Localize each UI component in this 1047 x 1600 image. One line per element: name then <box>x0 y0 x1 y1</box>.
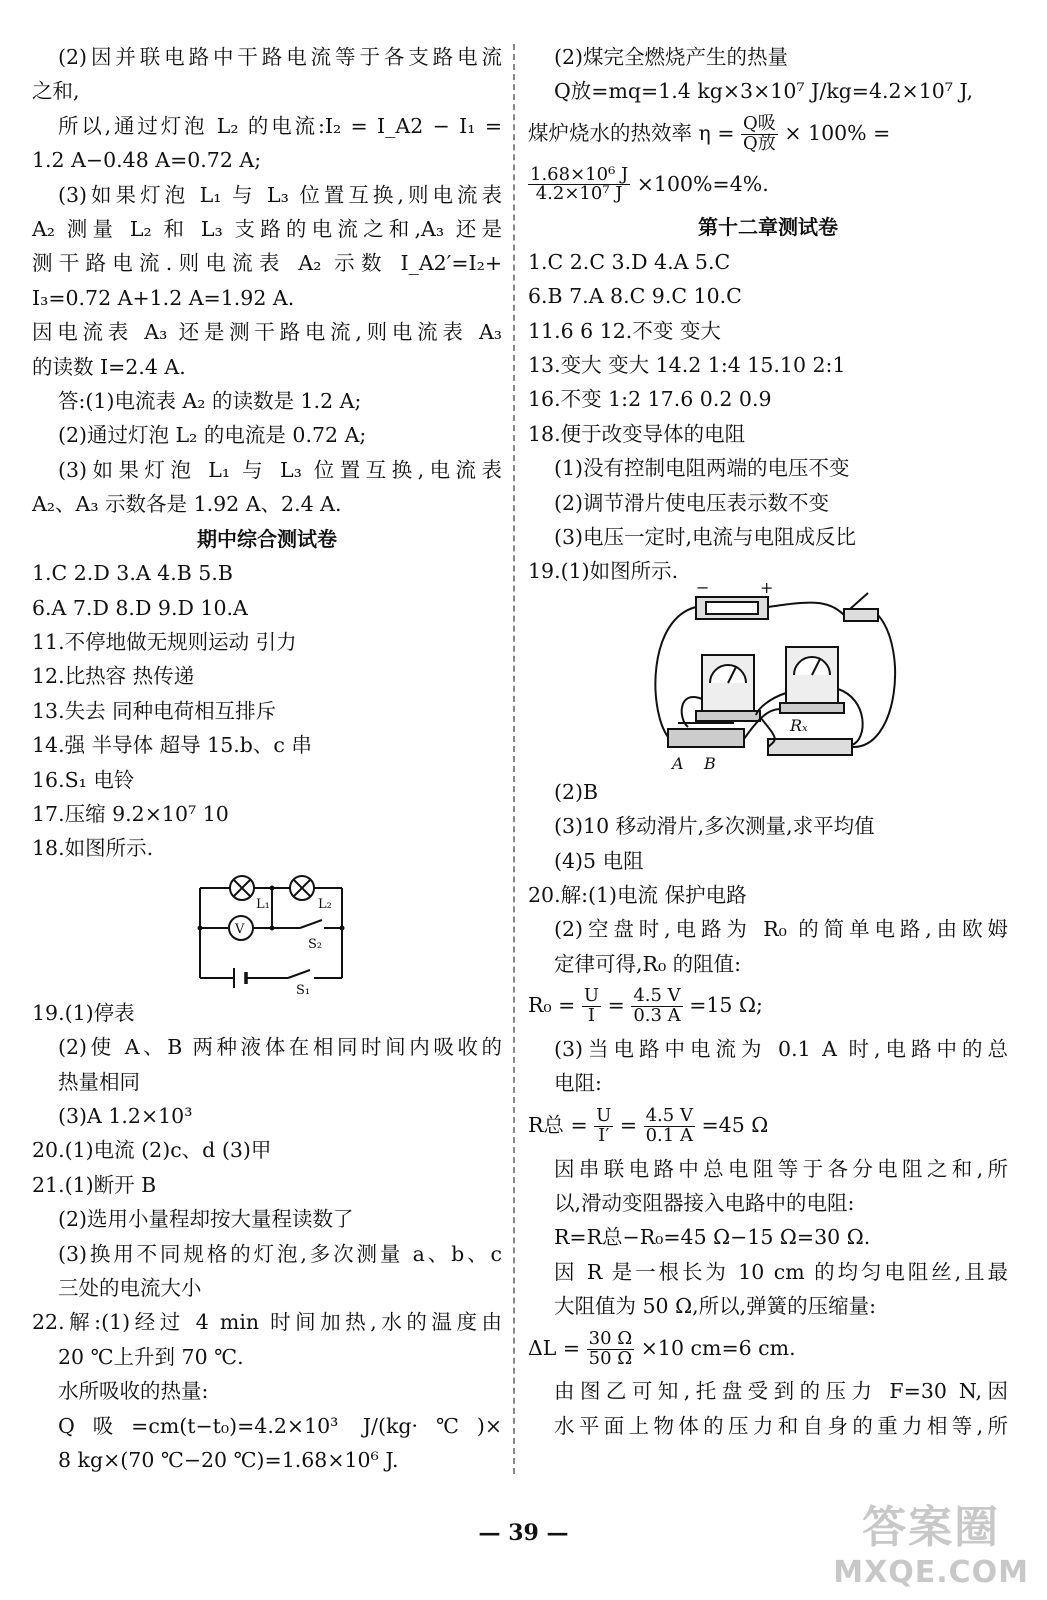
text-line: 大阻值为 50 Ω,所以,弹簧的压缩量: <box>554 1294 877 1319</box>
answer-line: (2)选用小量程却按大量程读数了 <box>58 1207 354 1232</box>
text-line: A₂ 测量 L₂ 和 L₃ 支路的电流之和,A₃ 还是 <box>32 217 502 242</box>
answer-line: 16.不变 1:2 17.6 0.2 0.9 <box>528 387 772 412</box>
fraction <box>587 1327 635 1369</box>
watermark-line1: 答案圈 <box>862 1502 1001 1553</box>
formula-text: ×10 cm=6 cm. <box>640 1335 796 1360</box>
formula-text: 煤炉烧水的热效率 η = <box>528 120 735 145</box>
answer-line: 18.如图所示. <box>32 836 154 861</box>
answer-line: 三处的电流大小 <box>58 1276 202 1300</box>
battery-plus-label: + <box>760 577 774 597</box>
left-column <box>32 40 502 1477</box>
answer-line: (1)没有控制电阻两端的电压不变 <box>554 456 850 481</box>
circuit-photo-19 <box>528 577 1008 775</box>
denominator: I <box>587 1005 596 1027</box>
text-line: 因电流表 A₃ 还是测干路电流,则电流表 A₃ <box>32 320 502 345</box>
page-number: — 39 — <box>478 1520 569 1546</box>
answer-line: 1.C 2.C 3.D 4.A 5.C <box>528 249 731 274</box>
terminal-a-label: A <box>672 753 684 773</box>
lamp-label-l1: L₁ <box>256 896 270 912</box>
text-line: R=R总−R₀=45 Ω−15 Ω=30 Ω. <box>554 1225 871 1250</box>
answer-line: 定律可得,R₀ 的阻值: <box>554 951 742 976</box>
efficiency-formula <box>528 109 1008 160</box>
denominator: Q放 <box>743 132 776 154</box>
text-line: I₃=0.72 A+1.2 A=1.92 A. <box>32 285 295 310</box>
answer-line: (3)A 1.2×10³ <box>58 1103 193 1128</box>
text-line: A₂、A₃ 示数各是 1.92 A、2.4 A. <box>32 492 342 517</box>
answer-line: (3)10 移动滑片,多次测量,求平均值 <box>554 814 875 839</box>
text-line: 1.2 A−0.48 A=0.72 A; <box>32 148 262 173</box>
deltal-formula <box>528 1324 1008 1375</box>
text-line: (3)如果灯泡 L₁ 与 L₃ 位置互换,则电流表 <box>58 182 502 207</box>
numerator: U <box>596 1104 612 1126</box>
formula-text: × 100% = <box>784 120 891 145</box>
answer-line: 13.失去 同种电荷相互排斥 <box>32 698 277 723</box>
switch-label-s1: S₁ <box>296 982 311 998</box>
answer-line: 20.解:(1)电流 保护电路 <box>528 883 747 908</box>
formula-text: ΔL = <box>528 1335 581 1360</box>
denominator: 4.2×10⁷ J <box>535 183 623 205</box>
terminal-b-label: B <box>704 753 716 773</box>
denominator: I′ <box>598 1124 610 1146</box>
fraction <box>644 1104 695 1146</box>
text-line: 以,滑动变阻器接入电路中的电阻: <box>554 1191 855 1216</box>
column-divider <box>513 44 515 1474</box>
voltmeter-label: V <box>235 921 245 937</box>
text-line: 的读数 I=2.4 A. <box>32 354 186 379</box>
answer-line: 8 kg×(70 ℃−20 ℃)=1.68×10⁶ J. <box>58 1448 399 1473</box>
text-line: 之和, <box>32 79 80 104</box>
answer-line: 13.变大 变大 14.2 1:4 15.10 2:1 <box>528 353 846 377</box>
text-line: 水平面上物体的压力和自身的重力相等,所 <box>554 1413 1008 1438</box>
section-heading: 期中综合测试卷 <box>197 526 337 551</box>
answer-line: 21.(1)断开 B <box>32 1172 157 1197</box>
answer-line: 17.压缩 9.2×10⁷ 10 <box>32 801 229 826</box>
fraction <box>594 1104 613 1146</box>
efficiency-result <box>528 160 1008 211</box>
answer-line: 6.A 7.D 8.D 9.D 10.A <box>32 595 248 620</box>
answer-line: (2)使 A、B 两种液体在相同时间内吸收的 <box>58 1035 502 1060</box>
answer-line: 12.比热容 热传递 <box>32 664 195 689</box>
switch-label-s2: S₂ <box>308 936 323 952</box>
text-line: 因 R 是一根长为 10 cm 的均匀电阻丝,且最 <box>554 1259 1008 1284</box>
text-line: 答:(1)电流表 A₂ 的读数是 1.2 A; <box>58 389 362 414</box>
text-line: (2)因并联电路中干路电流等于各支路电流 <box>58 45 502 69</box>
answer-line: 热量相同 <box>58 1069 140 1094</box>
rtotal-formula: R总 = $\frac{U}{I'}$ = $\frac{4.5 V}{0.1 A}$ =45 Ω <box>528 1104 769 1146</box>
answer-line: 22.解:(1)经过 4 min 时间加热,水的温度由 <box>32 1310 502 1335</box>
answer-line: (2)调节滑片使电压表示数不变 <box>554 490 830 515</box>
formula-text: ×100%=4%. <box>636 171 769 196</box>
answer-line: 19.(1)如图所示. <box>528 559 679 584</box>
numerator: 30 Ω <box>588 1327 633 1349</box>
apparatus-drawing-svg <box>528 577 1008 775</box>
answer-line: 6.B 7.A 8.C 9.C 10.C <box>528 284 742 309</box>
text-line: (3)如果灯泡 L₁ 与 L₃ 位置互换,电流表 <box>58 457 502 482</box>
text-line: (2)通过灯泡 L₂ 的电流是 0.72 A; <box>58 423 367 448</box>
text-line: (3)当电路中电流为 0.1 A 时,电路中的总 <box>554 1037 1008 1062</box>
fraction <box>741 112 778 154</box>
answer-line: 水所吸收的热量: <box>58 1379 209 1404</box>
answer-line: 18.便于改变导体的电阻 <box>528 421 746 446</box>
circuit-diagram-18 <box>32 866 502 996</box>
answer-line: 1.C 2.D 3.A 4.B 5.B <box>32 561 233 586</box>
answer-line: 11.不停地做无规则运动 引力 <box>32 629 297 654</box>
answer-line: (4)5 电阻 <box>554 848 644 873</box>
watermark-line2: MXQE.COM <box>833 1555 1029 1590</box>
denominator: 0.1 A <box>645 1124 693 1146</box>
right-column <box>528 40 1008 1443</box>
answer-line: (3)电压一定时,电流与电阻成反比 <box>554 525 857 550</box>
fraction <box>528 163 630 205</box>
answer-line: 11.6 6 12.不变 变大 <box>528 318 721 343</box>
r0-formula: R₀ = $\frac{U}{I}$ = $\frac{4.5 V}{0.3 A}$ =15 Ω; <box>528 985 763 1027</box>
answer-line: Q吸=cm(t−t₀)=4.2×10³ J/(kg·℃)× <box>58 1413 502 1438</box>
numerator: 4.5 V <box>633 985 681 1007</box>
text-line: 因串联电路中总电阻等于各分电阻之和,所 <box>554 1156 1008 1181</box>
text-line: Q放=mq=1.4 kg×3×10⁷ J/kg=4.2×10⁷ J, <box>554 79 974 104</box>
formula-text: =15 Ω; <box>689 993 763 1018</box>
numerator: U <box>583 985 600 1007</box>
text-line: 由图乙可知,托盘受到的压力 F=30 N,因 <box>554 1379 1008 1404</box>
resistor-label: Rₓ <box>790 715 808 735</box>
formula-text: R₀ = <box>528 993 576 1018</box>
numerator: 1.68×10⁶ J <box>530 163 629 185</box>
answer-line: (2)空盘时,电路为 R₀ 的简单电路,由欧姆 <box>554 917 1008 942</box>
answer-line: 20.(1)电流 (2)c、d (3)甲 <box>32 1138 272 1163</box>
answer-line: 16.S₁ 电铃 <box>32 767 135 792</box>
numerator: Q吸 <box>743 112 776 134</box>
text-line: 所以,通过灯泡 L₂ 的电流:I₂ = I_A2 − I₁ = <box>58 113 502 138</box>
answer-line: 19.(1)停表 <box>32 1000 135 1025</box>
section-heading: 第十二章测试卷 <box>698 215 838 240</box>
denominator: 0.3 A <box>633 1005 681 1027</box>
text-line: 测干路电流.则电流表 A₂ 示数 I_A2′=I₂+ <box>32 251 502 276</box>
denominator: 50 Ω <box>588 1347 633 1369</box>
formula-text: R总 = <box>528 1112 588 1137</box>
text-line: 电阻: <box>554 1071 602 1096</box>
fraction <box>631 987 682 1026</box>
lamp-label-l2: L₂ <box>318 896 332 912</box>
circuit-diagram-svg <box>32 866 502 996</box>
fraction <box>582 987 601 1026</box>
watermark <box>833 1491 1029 1590</box>
text-line: (2)煤完全燃烧产生的热量 <box>554 45 789 69</box>
answer-line: 14.强 半导体 超导 15.b、c 串 <box>32 733 312 758</box>
numerator: 4.5 V <box>645 1104 693 1126</box>
battery-minus-label: − <box>696 577 710 597</box>
formula-text: =45 Ω <box>701 1112 769 1137</box>
answer-line: 20 ℃上升到 70 ℃. <box>58 1344 244 1369</box>
answer-line: (2)B <box>554 779 599 804</box>
answer-line: (3)换用不同规格的灯泡,多次测量 a、b、c <box>58 1241 502 1266</box>
